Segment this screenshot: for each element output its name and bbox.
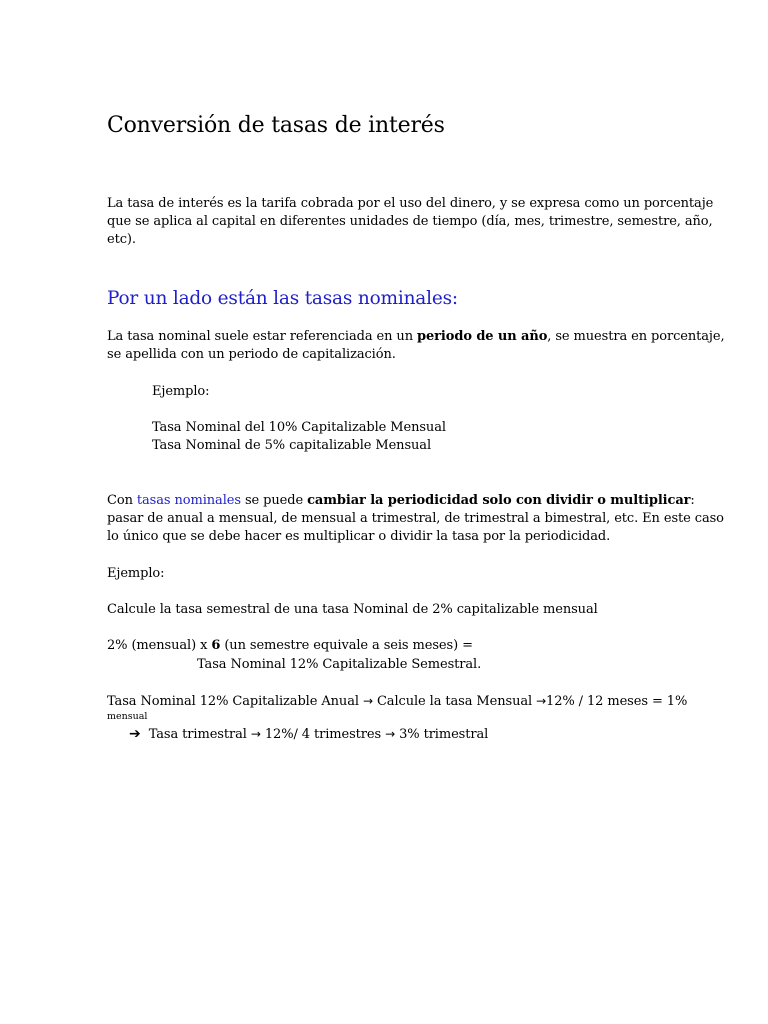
- intro-line-3: etc).: [107, 232, 136, 247]
- example-1-item-2: Tasa Nominal de 5% capitalizable Mensual: [152, 438, 432, 453]
- section-heading: Por un lado están las tasas nominales:: [107, 288, 458, 309]
- example-1-label: Ejemplo:: [152, 384, 210, 399]
- arrow-right-icon: →: [385, 727, 396, 741]
- example-3-line-2-text-2: 12%/ 4 trimestres: [260, 727, 386, 742]
- calc-text-post: (un semestre equivale a seis meses) =: [220, 638, 473, 653]
- periodicity-line-1: [107, 492, 695, 510]
- tasas-nominales-link: tasas nominales: [136, 493, 241, 508]
- example-2-result: Tasa Nominal 12% Capitalizable Semestral.: [197, 657, 482, 672]
- example-3-text-3: 12% / 12 meses = 1%: [546, 694, 688, 709]
- mensual-small-label: mensual: [107, 711, 148, 722]
- example-3-text-1: Tasa Nominal 12% Capitalizable Anual: [107, 694, 363, 709]
- nominal-desc-text: La tasa nominal suele estar referenciada en un: [107, 329, 418, 344]
- nominal-desc-text-post: , se muestra en porcentaje,: [547, 329, 725, 344]
- periodicity-text-post: :: [690, 493, 695, 508]
- periodicity-line-3: lo único que se debe hacer es multiplicar o dividir la tasa por la periodicidad.: [107, 529, 611, 544]
- arrow-right-icon: →: [536, 694, 547, 708]
- nominal-desc-line-2: se apellida con un periodo de capitalización.: [107, 347, 396, 362]
- nominal-desc-bold: periodo de un año: [417, 329, 548, 344]
- example-2-question: Calcule la tasa semestral de una tasa Nominal de 2% capitalizable mensual: [107, 602, 598, 617]
- calc-bold: 6: [211, 638, 221, 653]
- nominal-desc-line-1: [107, 328, 724, 346]
- arrow-right-icon: →: [250, 727, 261, 741]
- periodicity-text: Con: [107, 493, 137, 508]
- intro-line-2: que se aplica al capital en diferentes unidades de tiempo (día, mes, trimestre, semestre, año,: [107, 214, 713, 229]
- example-2-calc: [107, 637, 473, 655]
- example-1-item-1: Tasa Nominal del 10% Capitalizable Mensual: [152, 420, 446, 435]
- periodicity-text-mid: se puede: [240, 493, 308, 508]
- periodicity-bold: cambiar la periodicidad solo con dividir o multiplicar: [307, 493, 691, 508]
- example-3-line-2-text-3: 3% trimestral: [395, 727, 489, 742]
- intro-line-1: La tasa de interés es la tarifa cobrada por el uso del dinero, y se expresa como un porcentaje: [107, 196, 714, 211]
- example-2-label: Ejemplo:: [107, 566, 165, 581]
- arrow-right-icon: →: [362, 694, 373, 708]
- example-3-line-2: [129, 725, 488, 744]
- bullet-arrow-icon: ➔: [129, 726, 141, 742]
- calc-text: 2% (mensual) x: [107, 638, 212, 653]
- example-3-line-2-text-1: Tasa trimestral: [148, 727, 251, 742]
- example-3-text-2: Calcule la tasa Mensual: [372, 694, 537, 709]
- periodicity-line-2: pasar de anual a mensual, de mensual a trimestral, de trimestral a bimestral, etc. En este caso: [107, 511, 724, 526]
- page-title: Conversión de tasas de interés: [107, 113, 445, 138]
- example-3-line-1: [107, 692, 687, 711]
